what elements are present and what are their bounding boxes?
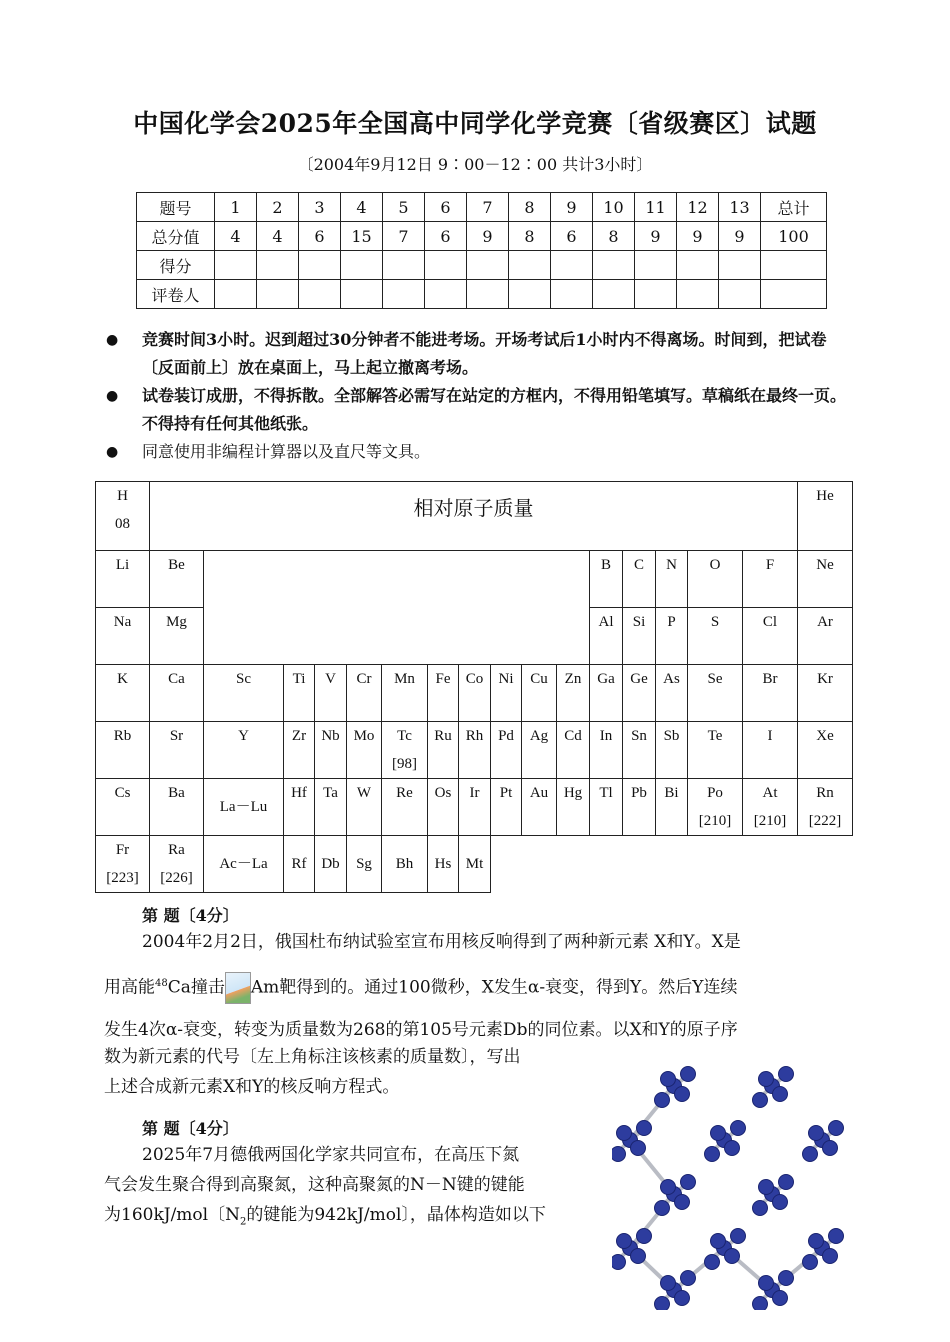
- score-input-cell[interactable]: [257, 280, 299, 309]
- score-cell: 9: [467, 222, 509, 251]
- question-1-heading: 第 题〔4分〕: [142, 906, 239, 925]
- nitrogen-atom: [612, 1255, 626, 1270]
- score-cell: 3: [299, 193, 341, 222]
- score-cell: 9: [635, 222, 677, 251]
- bullet-icon: ●: [106, 388, 119, 404]
- element-cell: Fr [223]: [96, 836, 150, 893]
- element-cell: Ag: [522, 722, 557, 779]
- element-cell: Tl: [590, 779, 623, 836]
- nitrogen-atom: [803, 1255, 818, 1270]
- element-cell: Te: [688, 722, 743, 779]
- nitrogen-atom: [637, 1121, 652, 1136]
- element-cell: Na: [96, 608, 150, 665]
- element-cell: P: [656, 608, 688, 665]
- element-cell: Al: [590, 608, 623, 665]
- element-cell: Cl: [743, 608, 798, 665]
- nitrogen-atom: [631, 1249, 646, 1264]
- nitrogen-atom: [631, 1141, 646, 1156]
- element-cell: Hg: [557, 779, 590, 836]
- nitrogen-atom: [829, 1121, 844, 1136]
- rule-item: ● 竞赛时间3小时。迟到超过30分钟者不能进考场。开场考试后1小时内不得离场。时间到，把试卷〔反面前上〕放在桌面上，马上起立撤离考场。: [104, 326, 854, 382]
- element-cell: Ra [226]: [150, 836, 204, 893]
- score-input-cell[interactable]: [299, 280, 341, 309]
- element-cell: F: [743, 551, 798, 608]
- score-input-cell[interactable]: [341, 280, 383, 309]
- element-cell: Sn: [623, 722, 656, 779]
- nitrogen-atom: [637, 1229, 652, 1244]
- element-cell: Zn: [557, 665, 590, 722]
- element-cell: Sc: [204, 665, 284, 722]
- page-title: 中国化学会2025年全国高中同学化学竞赛〔省级赛区〕试题: [133, 109, 817, 138]
- nitrogen-atom: [753, 1093, 768, 1108]
- nitrogen-atom: [661, 1072, 676, 1087]
- score-input-cell[interactable]: [551, 251, 593, 280]
- element-cell: Pt: [491, 779, 522, 836]
- nitrogen-atom: [675, 1087, 690, 1102]
- element-cell: O: [688, 551, 743, 608]
- nitrogen-atom: [773, 1291, 788, 1306]
- blank-cell: [204, 608, 590, 665]
- element-cell: Rf: [284, 836, 315, 893]
- question-2-body: 2025年7月德俄两国化学家共同宣布，在高压下氮 气会发生聚合得到高聚氮，这种高聚氮的N－N键的键能 为160kJ/mol〔$N_2$的键能为942kJ/mol〕，晶体构造如以下: [104, 1145, 546, 1228]
- nitrogen-atom: [617, 1234, 632, 1249]
- score-cell: 15: [341, 222, 383, 251]
- element-cell: Si: [623, 608, 656, 665]
- element-cell: Po [210]: [688, 779, 743, 836]
- score-cell: 5: [383, 193, 425, 222]
- score-cell: 11: [635, 193, 677, 222]
- score-input-cell[interactable]: [677, 280, 719, 309]
- element-cell: As: [656, 665, 688, 722]
- element-cell: Y: [204, 722, 284, 779]
- nitrogen-atom: [731, 1121, 746, 1136]
- score-cell: 7: [467, 193, 509, 222]
- score-input-cell[interactable]: [257, 251, 299, 280]
- element-cell: W: [347, 779, 382, 836]
- nitrogen-atom: [725, 1249, 740, 1264]
- broken-image-icon: [225, 972, 251, 1004]
- element-cell: Li: [96, 551, 150, 608]
- score-cell: 1: [215, 193, 257, 222]
- score-input-cell[interactable]: [593, 251, 635, 280]
- element-cell: Ir: [459, 779, 491, 836]
- score-input-cell[interactable]: [215, 251, 257, 280]
- nitrogen-atom: [753, 1201, 768, 1216]
- score-input-cell[interactable]: [593, 280, 635, 309]
- score-row-earned: [137, 251, 827, 280]
- nitrogen-atom: [809, 1126, 824, 1141]
- element-cell: Ru: [428, 722, 459, 779]
- nitrogen-atom: [675, 1291, 690, 1306]
- score-input-cell[interactable]: [719, 251, 761, 280]
- element-cell: Hs: [428, 836, 459, 893]
- element-cell: Cu: [522, 665, 557, 722]
- element-cell: K: [96, 665, 150, 722]
- nitrogen-atom: [681, 1067, 696, 1082]
- nitrogen-atom: [705, 1147, 720, 1162]
- score-input-cell[interactable]: [677, 251, 719, 280]
- score-cell: 6: [425, 193, 467, 222]
- nitrogen-atom: [803, 1147, 818, 1162]
- element-cell: In: [590, 722, 623, 779]
- blank-cell: [204, 551, 590, 608]
- score-row-reviewer: [137, 280, 827, 309]
- element-cell: Ac－La: [204, 836, 284, 893]
- element-cell: Rb: [96, 722, 150, 779]
- polymeric-nitrogen-crystal-image: [612, 1058, 858, 1310]
- element-cell: Tc [98]: [382, 722, 428, 779]
- nitrogen-atom: [661, 1180, 676, 1195]
- score-input-cell[interactable]: [551, 280, 593, 309]
- score-cell: 8: [509, 222, 551, 251]
- element-cell: Sg: [347, 836, 382, 893]
- question-2-heading: 第 题〔4分〕: [142, 1119, 239, 1138]
- nitrogen-atom: [725, 1141, 740, 1156]
- score-cell: 6: [299, 222, 341, 251]
- element-cell: He: [798, 482, 853, 551]
- nitrogen-atom: [681, 1271, 696, 1286]
- element-cell: Cr: [347, 665, 382, 722]
- rule-item: ● 同意使用非编程计算器以及直尺等文具。: [104, 438, 854, 466]
- element-cell: Mo: [347, 722, 382, 779]
- score-input-cell[interactable]: [635, 251, 677, 280]
- element-cell: Ni: [491, 665, 522, 722]
- score-input-cell[interactable]: [467, 251, 509, 280]
- score-cell: 4: [257, 222, 299, 251]
- element-cell: I: [743, 722, 798, 779]
- rule-item: ● 试卷装订成册，不得拆散。全部解答必需写在站定的方框内，不得用铅笔填写。草稿纸在最终一页。不得持有任何其他纸张。: [104, 382, 854, 438]
- element-cell: La－Lu: [204, 779, 284, 836]
- element-cell: Cs: [96, 779, 150, 836]
- nitrogen-atom: [759, 1276, 774, 1291]
- nitrogen-atom: [773, 1195, 788, 1210]
- bullet-icon: ●: [106, 332, 119, 348]
- element-cell: Ne: [798, 551, 853, 608]
- score-input-cell[interactable]: [761, 280, 827, 309]
- element-cell: Br: [743, 665, 798, 722]
- element-cell: Os: [428, 779, 459, 836]
- nitrogen-atom: [612, 1147, 626, 1162]
- element-cell: Mg: [150, 608, 204, 665]
- element-cell: Bh: [382, 836, 428, 893]
- score-cell: 9: [677, 222, 719, 251]
- nitrogen-atom: [681, 1175, 696, 1190]
- score-row-label: 总分值: [137, 222, 215, 251]
- nitrogen-atom: [759, 1180, 774, 1195]
- nitrogen-atom: [759, 1072, 774, 1087]
- score-row-points: [137, 222, 827, 251]
- score-cell: 4: [341, 193, 383, 222]
- element-cell: Ba: [150, 779, 204, 836]
- element-cell: Re: [382, 779, 428, 836]
- nitrogen-atom: [655, 1201, 670, 1216]
- score-table: [136, 192, 827, 309]
- score-input-cell[interactable]: [761, 251, 827, 280]
- element-cell: Bi: [656, 779, 688, 836]
- question-1-body: 2004年2月2日，俄国杜布纳试验室宣布用核反响得到了两种新元素 X和Y。X是 用高能$^{48}$Ca撞击 Am靶得到的。通过100微秒，X发生α-衰变，得到Y。然后Y连续 发生4次α-衰变，转变为质量数为268的第105号元素Db的同位素。以X和Y的原子序: [104, 932, 741, 1040]
- element-cell: Sb: [656, 722, 688, 779]
- element-cell: Ti: [284, 665, 315, 722]
- nitrogen-atom: [809, 1234, 824, 1249]
- element-cell: Zr: [284, 722, 315, 779]
- score-input-cell[interactable]: [215, 280, 257, 309]
- score-input-cell[interactable]: [299, 251, 341, 280]
- score-row-number: [137, 193, 827, 222]
- periodic-table: [95, 481, 853, 893]
- score-cell: 6: [551, 222, 593, 251]
- element-cell: Ca: [150, 665, 204, 722]
- score-cell: 8: [509, 193, 551, 222]
- nitrogen-atom: [655, 1093, 670, 1108]
- score-cell: 13: [719, 193, 761, 222]
- score-cell: 4: [215, 222, 257, 251]
- score-row-label: 题号: [137, 193, 215, 222]
- element-cell: Db: [315, 836, 347, 893]
- nitrogen-atom: [655, 1297, 670, 1311]
- blank-cell: [491, 836, 853, 893]
- score-input-cell[interactable]: [509, 280, 551, 309]
- nitrogen-atom: [773, 1087, 788, 1102]
- element-cell: Rn [222]: [798, 779, 853, 836]
- score-cell: 100: [761, 222, 827, 251]
- element-cell: Pb: [623, 779, 656, 836]
- nitrogen-atom: [829, 1229, 844, 1244]
- element-cell: Sr: [150, 722, 204, 779]
- nitrogen-atom: [711, 1126, 726, 1141]
- element-cell: Fe: [428, 665, 459, 722]
- score-cell: 7: [383, 222, 425, 251]
- element-cell: Cd: [557, 722, 590, 779]
- element-cell: H 08: [96, 482, 150, 551]
- element-cell: Ge: [623, 665, 656, 722]
- nitrogen-atom: [823, 1141, 838, 1156]
- score-input-cell[interactable]: [425, 251, 467, 280]
- nitrogen-atom: [753, 1297, 768, 1311]
- element-cell: B: [590, 551, 623, 608]
- score-input-cell[interactable]: [719, 280, 761, 309]
- element-cell: Mn: [382, 665, 428, 722]
- nitrogen-atom: [779, 1067, 794, 1082]
- score-cell: 9: [719, 222, 761, 251]
- element-cell: N: [656, 551, 688, 608]
- element-cell: Au: [522, 779, 557, 836]
- nitrogen-atom: [823, 1249, 838, 1264]
- score-input-cell[interactable]: [425, 280, 467, 309]
- score-input-cell[interactable]: [383, 280, 425, 309]
- score-cell: 6: [425, 222, 467, 251]
- element-cell: Be: [150, 551, 204, 608]
- element-cell: Co: [459, 665, 491, 722]
- bullet-icon: ●: [106, 444, 119, 460]
- nitrogen-atom: [705, 1255, 720, 1270]
- exam-rules: [104, 326, 854, 466]
- periodic-table-title: 相对原子质量: [150, 482, 798, 551]
- nitrogen-atom: [731, 1229, 746, 1244]
- score-row-label: 得分: [137, 251, 215, 280]
- exam-time: 〔2004年9月12日 9∶00－12∶00 共计3小时〕: [297, 155, 653, 174]
- nitrogen-atom: [617, 1126, 632, 1141]
- score-cell: 2: [257, 193, 299, 222]
- element-cell: At [210]: [743, 779, 798, 836]
- element-cell: S: [688, 608, 743, 665]
- element-cell: V: [315, 665, 347, 722]
- nitrogen-atom: [779, 1175, 794, 1190]
- score-cell: 8: [593, 222, 635, 251]
- question-1-body-cont: 数为新元素的代号〔左上角标注该核素的质量数〕，写出 上述合成新元素X和Y的核反响方程式。: [104, 1047, 521, 1097]
- score-input-cell[interactable]: [635, 280, 677, 309]
- element-cell: Xe: [798, 722, 853, 779]
- element-cell: Hf: [284, 779, 315, 836]
- nitrogen-atom: [675, 1195, 690, 1210]
- element-cell: Nb: [315, 722, 347, 779]
- nitrogen-atom: [779, 1271, 794, 1286]
- element-cell: Ta: [315, 779, 347, 836]
- score-input-cell[interactable]: [509, 251, 551, 280]
- score-cell: 10: [593, 193, 635, 222]
- element-cell: C: [623, 551, 656, 608]
- score-input-cell[interactable]: [383, 251, 425, 280]
- element-cell: Kr: [798, 665, 853, 722]
- score-cell: 总计: [761, 193, 827, 222]
- element-cell: Se: [688, 665, 743, 722]
- nitrogen-atom: [661, 1276, 676, 1291]
- score-input-cell[interactable]: [341, 251, 383, 280]
- nitrogen-atom: [711, 1234, 726, 1249]
- score-input-cell[interactable]: [467, 280, 509, 309]
- element-cell: Ga: [590, 665, 623, 722]
- element-cell: Pd: [491, 722, 522, 779]
- score-row-label: 评卷人: [137, 280, 215, 309]
- element-cell: Ar: [798, 608, 853, 665]
- element-cell: Mt: [459, 836, 491, 893]
- element-cell: Rh: [459, 722, 491, 779]
- score-cell: 9: [551, 193, 593, 222]
- score-cell: 12: [677, 193, 719, 222]
